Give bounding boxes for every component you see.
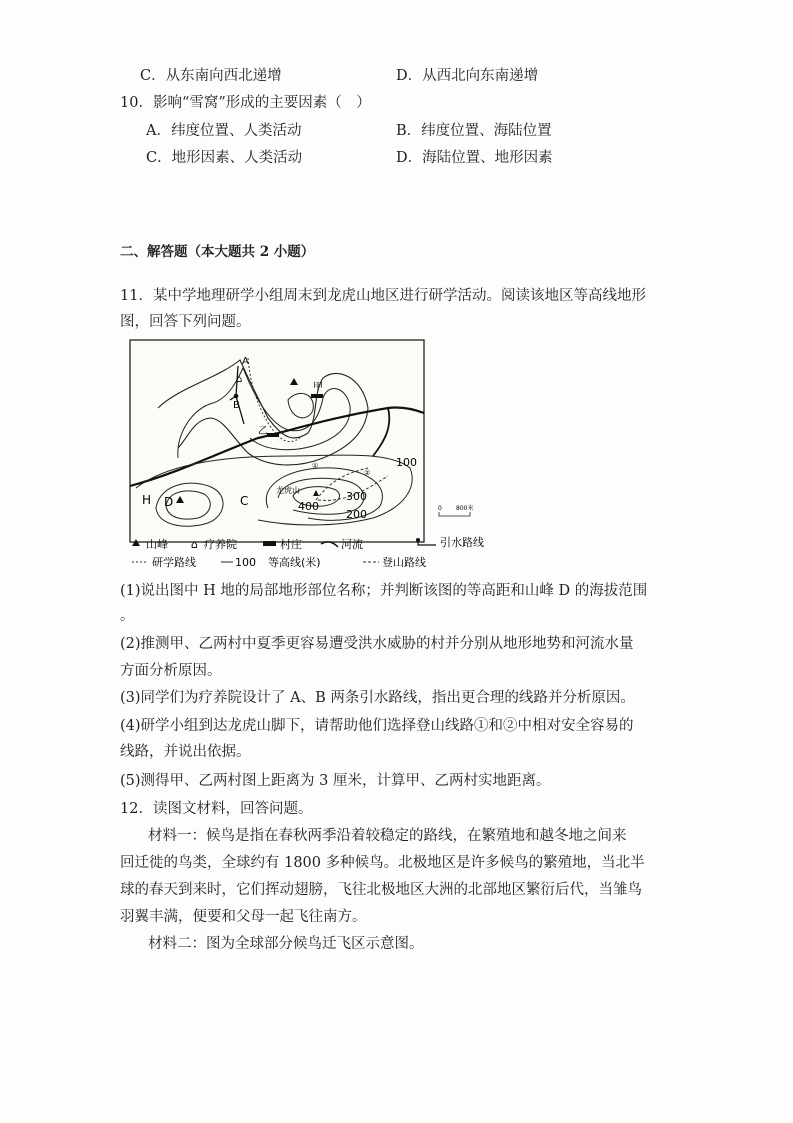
route-b-point [234, 394, 239, 399]
legend-sanatorium-icon: ⌂ [191, 538, 198, 551]
q11-stem-line1: 11．某中学地理研学小组周末到龙虎山地区进行研学活动。阅读该地区等高线地形 [120, 288, 646, 304]
legend-river: 河流 [341, 538, 363, 551]
map-label-400: 400 [298, 500, 319, 513]
legend-peak: 山峰 [146, 538, 168, 551]
legend-contour-sample: 100 [235, 556, 256, 569]
q11-sub4-line2: 线路，并说出依据。 [120, 744, 251, 760]
legend-water-route: 引水路线 [440, 536, 484, 549]
q12-material2: 材料二：图为全球部分候鸟迁飞区示意图。 [148, 936, 424, 952]
scale-zero: 0 [438, 505, 442, 512]
map-label-a: A [242, 356, 249, 367]
q12-material1-line4: 羽翼丰满，便要和父母一起飞往南方。 [120, 909, 367, 925]
q11-stem-line2: 图，回答下列问题。 [120, 314, 251, 330]
q10-stem: 10．影响“雪窝”形成的主要因素（ ） [120, 95, 371, 111]
map-label-d: D [164, 495, 174, 509]
legend-study-route: 研学路线 [152, 556, 196, 569]
q10-option-c: C．地形因素、人类活动 [146, 150, 303, 166]
q11-sub2-line1: (2)推测甲、乙两村中夏季更容易遭受洪水威胁的村并分别从地形地势和河流水量 [120, 636, 634, 652]
map-label-route2: ② [364, 469, 371, 477]
q11-sub2-line2: 方面分析原因。 [120, 663, 222, 679]
legend-sanatorium: 疗养院 [204, 538, 237, 551]
map-label-yi: 乙 [258, 426, 268, 437]
scale-value: 800米 [456, 505, 474, 512]
q11-sub5: (5)测得甲、乙两村图上距离为 3 厘米，计算甲、乙两村实地距离。 [120, 773, 551, 789]
q12-material1-line2: 回迁徙的鸟类，全球约有 1800 多种候鸟。北极地区是许多候鸟的繁殖地，当北半 [120, 855, 645, 871]
q9-option-d: D．从西北向东南递增 [396, 68, 539, 84]
contour-map [118, 338, 498, 578]
q10-option-b: B．纬度位置、海陆位置 [396, 123, 552, 139]
scale-bar [439, 512, 470, 516]
q11-sub4-line1: (4)研学小组到达龙虎山脚下，请帮助他们选择登山线路①和②中相对安全容易的 [120, 718, 634, 734]
q10-option-d: D．海陆位置、地形因素 [396, 150, 553, 166]
q11-sub1-line1: (1)说出图中 H 地的局部地形部位名称；并判断该图的等高距和山峰 D 的海拔范围 [120, 583, 648, 599]
q11-sub3: (3)同学们为疗养院设计了 A、B 两条引水路线，指出更合理的线路并分析原因。 [120, 690, 635, 706]
legend-village: 村庄 [280, 538, 302, 551]
q12-material1-line3: 球的春天到来时，它们挥动翅膀，飞往北极地区大洲的北部地区繁衍后代，当雏鸟 [120, 882, 642, 898]
map-label-200: 200 [346, 508, 367, 521]
map-label-h: H [142, 493, 152, 507]
q12-stem: 12．读图文材料，回答问题。 [120, 801, 313, 817]
village-jia-icon [311, 394, 323, 398]
q11-sub1-line2: 。 [120, 608, 135, 624]
map-label-mountain: 龙虎山 [276, 486, 300, 495]
q10-option-a: A．纬度位置、人类活动 [146, 123, 302, 139]
map-label-c: C [240, 494, 249, 508]
section-heading: 二、解答题（本大题共 2 小题） [120, 244, 315, 260]
legend-hiking-route: 登山路线 [382, 556, 426, 569]
village-yi-icon [267, 433, 279, 437]
map-frame [130, 340, 424, 542]
map-label-b: B [233, 400, 240, 411]
map-label-100: 100 [396, 456, 417, 469]
q9-option-c: C．从东南向西北递增 [140, 68, 282, 84]
map-label-route1: ① [312, 462, 319, 470]
legend-contour: 等高线(米) [268, 556, 321, 569]
map-label-300: 300 [346, 490, 367, 503]
map-label-jia: 甲 [313, 382, 323, 393]
legend-village-icon [263, 541, 276, 546]
sanatorium-icon: ⌂ [236, 374, 243, 385]
q12-material1-line1: 材料一：候鸟是指在春秋两季沿着较稳定的路线，在繁殖地和越冬地之间来 [148, 828, 627, 844]
